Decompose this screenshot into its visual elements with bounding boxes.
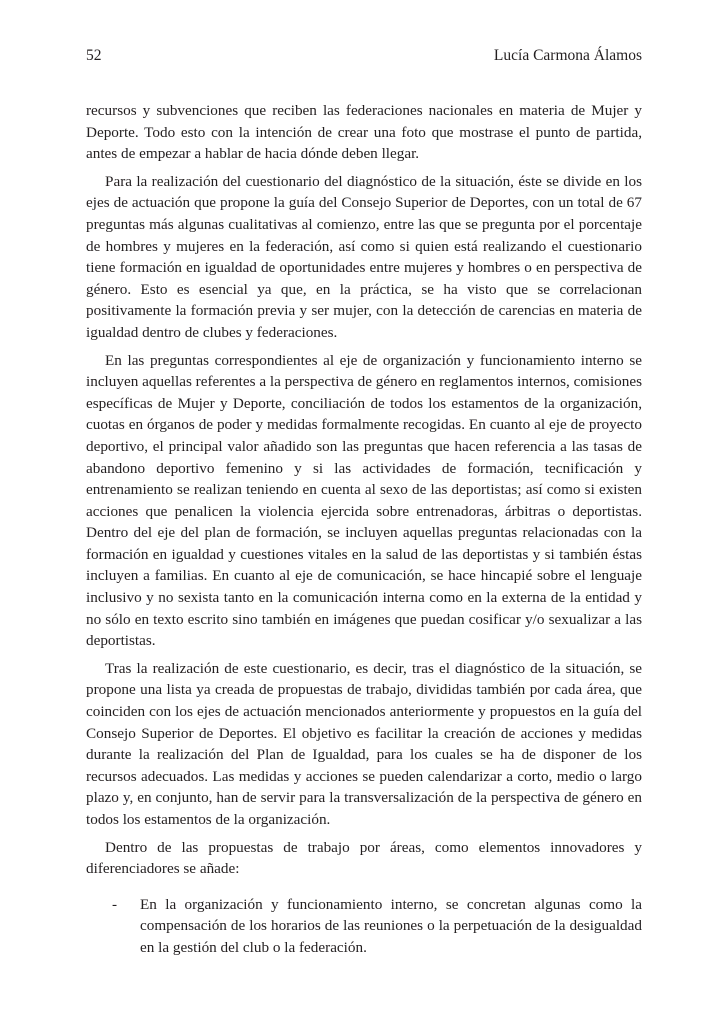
body-text: [86, 100, 642, 959]
list-item-text: En la organización y funcionamiento interno, se concretan algunas como la compensación de los horarios de las reuniones o la perpetuación de la desigualdad en la gestión del club o la federación.: [140, 895, 642, 956]
paragraph: Para la realización del cuestionario del diagnóstico de la situación, éste se divide en los ejes de actuación que propone la guía del Consejo Superior de Deportes, con un total de 67 preguntas más algunas cualitativas al comienzo, entre las que se pregunta por el porcentaje de hombres y mujeres en la federación, así como si quien está realizando el cuestionario tiene formación en igualdad de oportunidades entre mujeres y hombres o en perspectiva de género. Esto es esencial ya que, en la práctica, se ha visto que se correlacionan positivamente la formación previa y ser mujer, con la detección de carencias en materia de igualdad dentro de clubes y federaciones.: [86, 172, 642, 341]
running-header: [86, 46, 642, 66]
paragraph: Tras la realización de este cuestionario, es decir, tras el diagnóstico de la situación, se propone una lista ya creada de propuestas de trabajo, divididas también por cada área, que coinciden con los ejes de actuación mencionados anteriormente y propuestos en la guía del Consejo Superior de Deportes. El objetivo es facilitar la creación de acciones y medidas durante la realización del Plan de Igualdad, para los cuales se ha de disponer de los recursos adecuados. Las medidas y acciones se pueden calendarizar a corto, medio o largo plazo y, en conjunto, han de servir para la transversalización de la perspectiva de género en todos los estamentos de la organización.: [86, 659, 642, 828]
page-number: 52: [86, 47, 102, 64]
proposal-list: [86, 894, 642, 959]
paragraph: recursos y subvenciones que reciben las federaciones nacionales en materia de Mujer y Deporte. Todo esto con la intención de crear una foto que mostrase el punto de partida, antes de empezar a hablar de hacia dónde deben llegar.: [86, 102, 642, 163]
paragraph: Dentro de las propuestas de trabajo por áreas, como elementos innovadores y diferenciadores se añade:: [86, 838, 642, 878]
list-bullet: -: [112, 895, 118, 913]
running-header-author: Lucía Carmona Álamos: [493, 47, 642, 64]
paragraph: En las preguntas correspondientes al eje de organización y funcionamiento interno se incluyen aquellas referentes a la perspectiva de género en reglamentos internos, comisiones específicas de Mujer y Deporte, conciliación de todos los estamentos de la organización, cuotas en órganos de poder y medidas formalmente recogidas. En cuanto al eje de proyecto deportivo, el principal valor añadido son las preguntas que hacen referencia a las tasas de abandono deportivo femenino y si las actividades de formación, tecnificación y entrenamiento se realizan teniendo en cuenta al sexo de las deportistas; así como si existen acciones que penalicen la violencia ejercida sobre entrenadoras, árbitras o deportistas. Dentro del eje del plan de formación, se incluyen aquellas preguntas relacionadas con la formación en igualdad y cuestiones vitales en la salud de las deportistas y si también éstas incluyen a familias. En cuanto al eje de comunicación, se hace hincapié sobre el lenguaje inclusivo y no sexista tanto en la comunicación interna como en la externa de la entidad y no sólo en texto escrito sino también en imágenes que puedan cosificar y/o sexualizar a las deportistas.: [86, 351, 642, 650]
list-item: [86, 894, 642, 959]
